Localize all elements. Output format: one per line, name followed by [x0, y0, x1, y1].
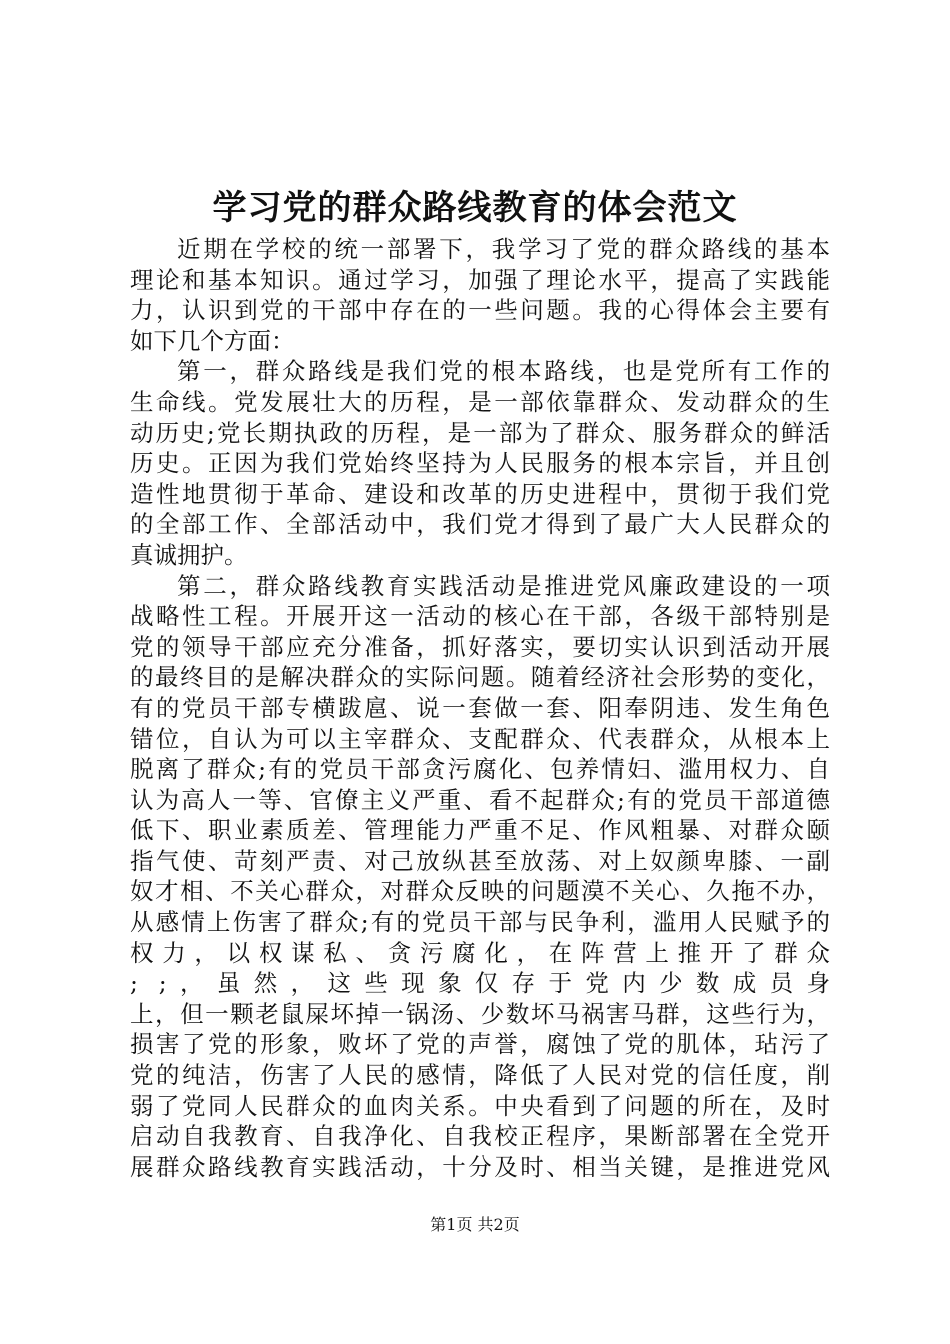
- text-line: 生命线。党发展壮大的历程，是一部依靠群众、发动群众的生: [130, 387, 830, 416]
- text-line: 弱了党同人民群众的血肉关系。中央看到了问题的所在，及时: [130, 1091, 830, 1120]
- text-line: 如下几个方面：: [130, 326, 295, 355]
- text-line: 上，但一颗老鼠屎坏掉一锅汤、少数坏马祸害马群，这些行为，: [130, 999, 830, 1028]
- text-line: 第一，群众路线是我们党的根本路线，也是党所有工作的: [177, 357, 830, 386]
- text-line: 指气使、苛刻严责、对己放纵甚至放荡、对上奴颜卑膝、一副: [130, 846, 830, 875]
- text-line: ; ;，虽然，这些现象仅存于党内少数成员身: [130, 969, 830, 998]
- text-line: 造性地贯彻于革命、建设和改革的历史进程中，贯彻于我们党: [130, 479, 830, 508]
- text-line: 认为高人一等、官僚主义严重、看不起群众;有的党员干部道德: [130, 785, 830, 814]
- text-line: 权力，以权谋私、贪污腐化，在阵营上推开了群众: [130, 938, 830, 967]
- text-line: 第二，群众路线教育实践活动是推进党风廉政建设的一项: [177, 571, 830, 600]
- text-line: 党的领导干部应充分准备，抓好落实，要切实认识到活动开展: [130, 632, 830, 661]
- text-line: 启动自我教育、自我净化、自我校正程序，果断部署在全党开: [130, 1122, 830, 1151]
- text-line: 真诚拥护。: [130, 540, 248, 569]
- text-line: 理论和基本知识。通过学习，加强了理论水平，提高了实践能: [130, 265, 830, 294]
- text-line: 党的纯洁，伤害了人民的感情，降低了人民对党的信任度，削: [130, 1061, 830, 1090]
- text-line: 动历史;党长期执政的历程，是一部为了群众、服务群众的鲜活: [130, 418, 830, 447]
- text-line: 力，认识到党的干部中存在的一些问题。我的心得体会主要有: [130, 296, 830, 325]
- text-line: 近期在学校的统一部署下，我学习了党的群众路线的基本: [177, 235, 830, 263]
- text-line: 有的党员干部专横跋扈、说一套做一套、阳奉阴违、发生角色: [130, 693, 830, 722]
- text-line: 的最终目的是解决群众的实际问题。随着经济社会形势的变化，: [130, 663, 830, 692]
- text-line: 战略性工程。开展开这一活动的核心在干部，各级干部特别是: [130, 602, 830, 631]
- document-body: [130, 234, 830, 1182]
- document-title: 学习党的群众路线教育的体会范文: [212, 188, 738, 228]
- page-footer: 第1页 共2页: [430, 1215, 520, 1234]
- text-line: 从感情上伤害了群众;有的党员干部与民争利，滥用人民赋予的: [130, 908, 830, 937]
- text-line: 错位，自认为可以主宰群众、支配群众、代表群众，从根本上: [130, 724, 830, 753]
- text-line: 展群众路线教育实践活动，十分及时、相当关键，是推进党风: [130, 1152, 830, 1181]
- text-line: 历史。正因为我们党始终坚持为人民服务的根本宗旨，并且创: [130, 449, 830, 478]
- text-line: 脱离了群众;有的党员干部贪污腐化、包养情妇、滥用权力、自: [130, 755, 830, 784]
- text-line: 的全部工作、全部活动中，我们党才得到了最广大人民群众的: [130, 510, 830, 539]
- text-line: 奴才相、不关心群众，对群众反映的问题漠不关心、久拖不办，: [130, 877, 830, 906]
- text-line: 损害了党的形象，败坏了党的声誉，腐蚀了党的肌体，玷污了: [130, 1030, 830, 1059]
- text-line: 低下、职业素质差、管理能力严重不足、作风粗暴、对群众颐: [130, 816, 830, 845]
